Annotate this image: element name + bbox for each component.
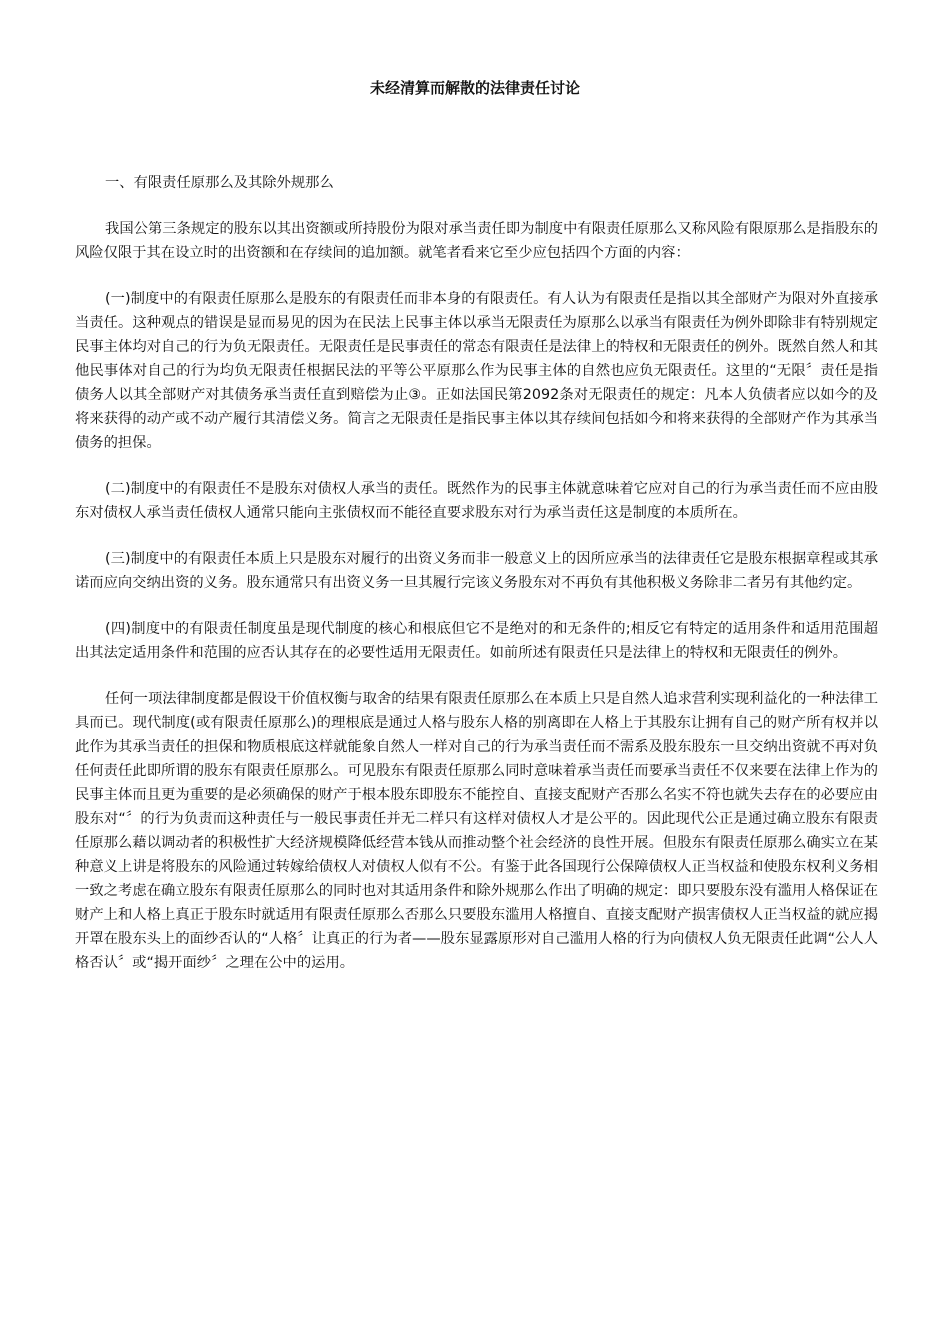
paragraph-discussion: 任何一项法律制度都是假设干价值权衡与取舍的结果有限责任原那么在本质上只是自然人追求营利实现利益化的一种法律工具而已。现代制度(或有限责任原那么)的理根底是通过人格与股东人格的别离即在人格上于其股东让拥有自己的财产所有权并以此作为其承当责任的担保和物质根底这样就能象自然人一样对自己的行为承当责任而不需系及股东股东一旦交纳出资就不再对负任何责任此即所谓的股东有限责任原那么。可见股东有限责任原那么同时意味着承当责任而要承当责任不仅来要在法律上作为的民事主体而且更为重要的是必须确保的财产于根本股东即股东不能控自、直接支配财产否那么名实不符也就失去存在的必要应由股东对“〞的行为负责而这种责任与一般民事责任并无二样只有这样对债权人才是公平的。因此现代公正是通过确立股东有限责任原那么藉以调动者的积极性扩大经济规模降低经营本钱从而推动整个社会经济的良性开展。但股东有限责任原那么确实立在某种意义上讲是将股东的风险通过转嫁给债权人对债权人似有不公。有鉴于此各国现行公保障债权人正当权益和使股东权利义务相一致之考虑在确立股东有限责任原那么的同时也对其适用条件和除外规那么作出了明确的规定：即只要股东没有滥用人格保证在财产上和人格上真正于股东时就适用有限责任原那么否那么只要股东滥用人格擅自、直接支配财产损害债权人正当权益的就应揭开罩在股东头上的面纱否认的“人格〞让真正的行为者——股东显露原形对自己滥用人格的行为向债权人负无限责任此调“公人人格否认〞或“揭开面纱〞之理在公中的运用。 bbox=[75, 691, 878, 971]
paragraph-point-1: (一)制度中的有限责任原那么是股东的有限责任而非本身的有限责任。有人认为有限责任是指以其全部财产为限对外直接承当责任。这种观点的错误是显而易见的因为在民法上民事主体以承当无限责任为原那么以承当有限责任为例外即除非有特别规定民事主体均对自己的行为负无限责任。无限责任是民事责任的常态有限责任是法律上的特权和无限责任的例外。既然自然人和其他民事体对自己的行为均负无限责任根据民法的平等公平原那么作为民事主体的自然也应负无限责任。这里的“无限〞责任是指债务人以其全部财产对其债务承当责任直到赔偿为止③。正如法国民第2092条对无限责任的规定：凡本人负债者应以如今的及将来获得的动产或不动产履行其清偿义务。简言之无限责任是指民事主体以其存续间包括如今和将来获得的全部财产作为其承当债务的担保。 bbox=[75, 291, 878, 451]
paragraph-point-4: (四)制度中的有限责任制度虽是现代制度的核心和根底但它不是绝对的和无条件的;相反它有特定的适用条件和适用范围超出其法定适用条件和范围的应否认其存在的必要性适用无限责任。如前所述有限责任只是法律上的特权和无限责任的例外。 bbox=[75, 621, 878, 661]
paragraph-intro: 我国公第三条规定的股东以其出资额或所持股份为限对承当责任即为制度中有限责任原那么又称风险有限原那么是指股东的风险仅限于其在设立时的出资额和在存续间的追加额。就笔者看来它至少应包括四个方面的内容： bbox=[75, 221, 878, 261]
document-body bbox=[75, 171, 878, 997]
paragraph-point-2: (二)制度中的有限责任不是股东对债权人承当的责任。既然作为的民事主体就意味着它应对自己的行为承当责任而不应由股东对债权人承当责任债权人通常只能向主张债权而不能径直要求股东对行为承当责任这是制度的本质所在。 bbox=[75, 481, 878, 521]
section-heading: 一、有限责任原那么及其除外规那么 bbox=[105, 175, 334, 191]
paragraph-point-3: (三)制度中的有限责任本质上只是股东对履行的出资义务而非一般意义上的因所应承当的法律责任它是股东根据章程或其承诺而应向交纳出资的义务。股东通常只有出资义务一旦其履行完该义务股东对不再负有其他积极义务除非二者另有其他约定。 bbox=[75, 551, 878, 591]
document-title: 未经清算而解散的法律责任讨论 bbox=[369, 79, 580, 97]
